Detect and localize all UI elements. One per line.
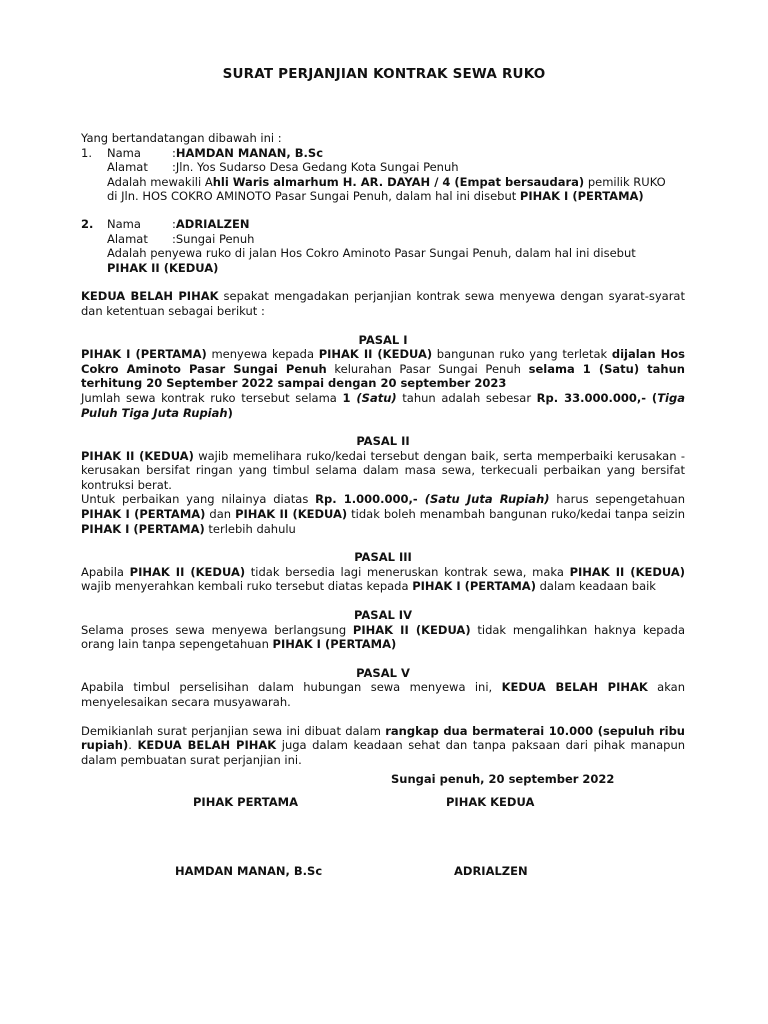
- pasal1-paragraph: [81, 347, 685, 391]
- pasal2-u6: dan: [205, 507, 236, 522]
- party1-desc-a: Adalah mewakili A: [107, 174, 213, 189]
- pasal3-t3: tidak bersedia lagi meneruskan kontrak sewa, maka: [245, 564, 570, 579]
- pasal2-u5: PIHAK I (PERTAMA): [81, 507, 206, 522]
- spacer: [81, 275, 685, 289]
- pasal1-paragraph-2: [81, 391, 685, 420]
- pasal1-t1: PIHAK I (PERTAMA): [81, 347, 207, 362]
- pasal1-t7: selama 1 (Satu) tahun terhitung 20 September 2022 sampai dengan 20 september 2023: [81, 361, 685, 391]
- pasal2-paragraph-2: [81, 492, 685, 536]
- closing-t1: Demikianlah surat perjanjian sewa ini dibuat dalam: [81, 723, 386, 738]
- party1-desc2-a: di Jln. HOS COKRO AMINOTO Pasar Sungai Penuh, dalam hal ini disebut: [107, 189, 520, 204]
- pasal3-t4: PIHAK II (KEDUA): [569, 564, 686, 579]
- signature-right-name: ADRIALZEN: [454, 864, 528, 878]
- party2-description: Adalah penyewa ruko di jalan Hos Cokro Aminoto Pasar Sungai Penuh, dalam hal ini disebut: [107, 246, 636, 261]
- pasal2-u3: (Satu Juta Rupiah): [424, 492, 550, 507]
- pasal1-u6: Tiga Puluh Tiga Juta Rupiah: [81, 390, 685, 420]
- closing-t4: KEDUA BELAH PIHAK: [137, 738, 277, 753]
- closing-t3: .: [128, 738, 138, 753]
- pasal1-t4: bangunan ruko yang terletak: [432, 347, 612, 362]
- pasal1-u1: Jumlah sewa kontrak ruko tersebut selama: [81, 390, 343, 405]
- party2-name-row: [81, 217, 685, 232]
- party1-desc-b: hli Waris almarhum H. AR. DAYAH / 4 (Empat bersaudara): [212, 174, 585, 189]
- closing-t2: rangkap dua bermaterai 10.000 (sepuluh ribu rupiah): [81, 723, 685, 753]
- party2-address: Sungai Penuh: [175, 231, 255, 246]
- pasal2-t2: wajib memelihara ruko/kedai tersebut dengan baik, serta memperbaiki kerusakan - kerusakan bersifat ringan yang timbul selama dalam masa sewa, terkecuali perbaikan yang bersifat kontruksi berat.: [81, 448, 685, 492]
- pasal4-t2: PIHAK II (KEDUA): [352, 622, 471, 637]
- pasal1-t3: PIHAK II (KEDUA): [318, 347, 433, 362]
- party1-name-colon: :: [172, 145, 176, 160]
- pasal3-t7: dalam keadaan baik: [535, 579, 656, 594]
- pasal1-u2: 1: [342, 390, 357, 405]
- party2-name-label: Nama: [107, 216, 141, 231]
- pasal5-paragraph: [81, 680, 685, 709]
- pasal5-heading: PASAL V: [356, 665, 410, 680]
- pasal2-paragraph: [81, 449, 685, 493]
- party1-description: [107, 175, 685, 190]
- signature-place-date: Sungai penuh, 20 september 2022: [391, 772, 615, 786]
- pasal5-t3: akan menyelesaikan secara musyawarah.: [81, 680, 686, 709]
- agreement-parties: KEDUA BELAH PIHAK: [81, 289, 219, 304]
- pasal2-u1: Untuk perbaikan yang nilainya diatas: [81, 492, 316, 507]
- pasal1-t2: menyewa kepada: [206, 347, 319, 362]
- pasal4-t4: PIHAK I (PERTAMA): [272, 637, 397, 652]
- party1-name: HAMDAN MANAN, B.Sc: [175, 145, 324, 160]
- pasal3-t6: PIHAK I (PERTAMA): [412, 579, 536, 594]
- party2-address-label: Alamat: [107, 231, 148, 246]
- party2-description-2: PIHAK II (KEDUA): [107, 260, 219, 275]
- party1-name-row: [81, 146, 685, 161]
- spacer: [81, 710, 685, 724]
- pasal1-u7: ): [227, 405, 233, 420]
- party1-number: 1.: [81, 145, 92, 160]
- party1-address-colon: :: [172, 160, 176, 175]
- closing-paragraph: [81, 724, 685, 768]
- party1-address-row: [107, 160, 685, 175]
- party2-name-colon: :: [172, 216, 176, 231]
- party1-desc2-b: PIHAK I (PERTAMA): [519, 189, 644, 204]
- pasal3-paragraph: [81, 565, 685, 594]
- pasal2-u2: Rp. 1.000.000,-: [315, 492, 425, 507]
- pasal3-t2: PIHAK II (KEDUA): [129, 564, 246, 579]
- party1-name-label: Nama: [107, 145, 141, 160]
- pasal4-paragraph: [81, 623, 685, 652]
- pasal5-t1: Apabila timbul perselisihan dalam hubungan sewa menyewa ini,: [81, 680, 502, 695]
- party1-address-label: Alamat: [107, 160, 148, 175]
- party2-address-colon: :: [172, 231, 176, 246]
- party2-name: ADRIALZEN: [175, 216, 250, 231]
- signature-left-name: HAMDAN MANAN, B.Sc: [175, 864, 323, 878]
- party1-desc-c: pemilik RUKO: [584, 174, 666, 189]
- intro-text: Yang bertandatangan dibawah ini :: [81, 131, 282, 145]
- pasal2-u8: tidak boleh menambah bangunan ruko/kedai tanpa seizin: [347, 507, 686, 522]
- pasal1-t5: dijalan Hos Cokro Aminoto Pasar Sungai Penuh: [81, 347, 686, 376]
- pasal2-t1: PIHAK II (KEDUA): [81, 448, 194, 463]
- pasal5-t2: KEDUA BELAH PIHAK: [501, 680, 648, 695]
- pasal3-heading: PASAL III: [354, 550, 412, 565]
- pasal2-u4: harus sepengetahuan: [549, 492, 686, 507]
- party2-address-row: [107, 232, 685, 247]
- document-body: [81, 131, 685, 767]
- pasal2-u7: PIHAK II (KEDUA): [235, 507, 348, 522]
- pasal1-t6: kelurahan Pasar Sungai Penuh: [326, 361, 529, 376]
- pasal1-u3: (Satu): [356, 390, 397, 405]
- pasal2-u9: PIHAK I (PERTAMA): [81, 521, 205, 536]
- agreement-text: sepakat mengadakan perjanjian kontrak sewa menyewa dengan syarat-syarat dan ketentuan sebagai berikut :: [81, 289, 685, 318]
- pasal4-heading: PASAL IV: [354, 608, 412, 623]
- spacer: [81, 204, 685, 217]
- document-title: SURAT PERJANJIAN KONTRAK SEWA RUKO: [222, 66, 546, 82]
- pasal2-heading: PASAL II: [356, 434, 410, 449]
- agreement-paragraph: [81, 289, 685, 318]
- pasal3-t1: Apabila: [81, 564, 130, 579]
- signature-right-role: PIHAK KEDUA: [446, 795, 535, 809]
- pasal1-u4: tahun adalah sebesar: [396, 390, 537, 405]
- pasal1-u5: Rp. 33.000.000,- (: [536, 390, 658, 405]
- party2-number: 2.: [81, 216, 94, 231]
- party1-address: Jln. Yos Sudarso Desa Gedang Kota Sungai Penuh: [175, 160, 459, 175]
- pasal1-heading: PASAL I: [358, 332, 408, 347]
- pasal2-u10: terlebih dahulu: [204, 521, 296, 536]
- closing-t5: juga dalam keadaan sehat dan tanpa paksaan dari pihak manapun dalam pembuatan surat perjanjian ini.: [81, 738, 686, 767]
- pasal4-t3: tidak mengalihkan haknya kepada orang lain tanpa sepengetahuan: [81, 622, 686, 652]
- signature-left-role: PIHAK PERTAMA: [193, 795, 298, 809]
- party1-description-2: [107, 189, 685, 204]
- pasal4-t1: Selama proses sewa menyewa berlangsung: [81, 622, 353, 637]
- pasal3-t5: wajib menyerahkan kembali ruko tersebut diatas kepada: [81, 579, 413, 594]
